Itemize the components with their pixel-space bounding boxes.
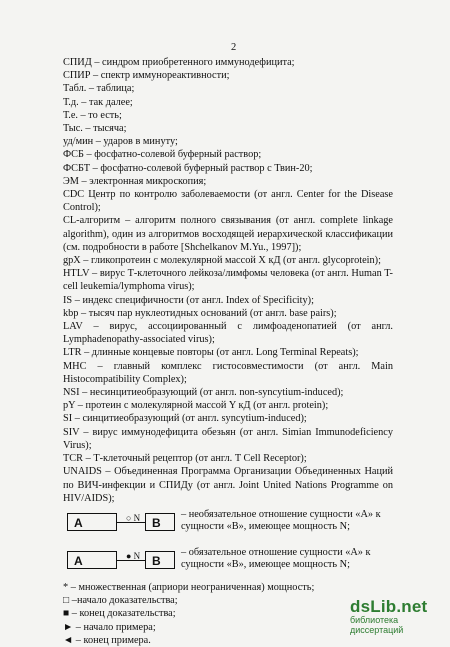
list-item: СПИР – спектр иммунореактивности; [63,70,230,82]
mandatory-relation-diagram [63,547,393,581]
legend-item: □ –начало доказательства; [63,595,178,607]
list-item: СПИД – синдром приобретенного иммунодефицита; [63,57,295,68]
logo-text: dsLib.net [350,597,428,616]
diagram-description: – необязательное отношение сущности «A» к сущности «B», имеющее мощность N; [181,508,381,533]
entity-a-box: A [67,551,117,569]
list-item: Тыс. – тысяча; [63,123,127,135]
list-item: pY – протеин с молекулярной массой Y кД (от англ. protein); [63,400,329,412]
logo-subtitle: библиотека диссертаций [350,615,404,635]
list-item: SI – синцитиеобразующий (от англ. syncytium-induced); [63,413,307,425]
legend-item: ■ – конец доказательства; [63,608,176,620]
list-item: UNAIDS – Объединенная Программа Организации Объединенных Наций по ВИЧ-инфекции и СПИДу (от англ. Joint United Nations Programme on HIV/AIDS); [63,466,393,504]
list-item: ФСБТ – фосфатно-солевой буферный раствор с Твин-20; [63,162,313,174]
list-item: SIV – вирус иммунодефицита обезьян (от англ. Simian Immunodeficiency Virus); [63,426,393,451]
legend-item: * – множественная (априори неограниченная) мощность; [63,581,315,593]
entity-b-box: B [145,551,175,569]
entity-b-box: B [145,513,175,531]
cardinality-marker: ● N [126,550,141,561]
list-item: IS – индекс специфичности (от англ. Index of Specificity); [63,294,314,306]
page-number: 2 [231,42,237,53]
list-item: Табл. – таблица; [63,83,135,95]
list-item: LTR – длинные концевые повторы (от англ. Long Terminal Repeats); [63,347,359,359]
list-item: уд/мин – ударов в минуту; [63,136,178,148]
list-item: ЭМ – электронная микроскопия; [63,175,207,187]
list-item: Т.е. – то есть; [63,109,122,121]
cardinality-marker: ○ N [126,512,141,523]
diagram-description: – обязательное отношение сущности «A» к сущности «B», имеющее мощность N; [181,546,371,571]
list-item: ФСБ – фосфатно-солевой буферный раствор; [63,149,262,161]
list-item: gpX – гликопротеин с молекулярной массой X кД (от англ. glycoprotein); [63,255,381,267]
list-item: MHC – главный комплекс гистосовместимости (от англ. Main Histocompatibility Complex); [63,360,393,385]
entity-a-box: A [67,513,117,531]
list-item: TCR – Т-клеточный рецептор (от англ. T Cell Receptor); [63,453,307,465]
list-item: LAV – вирус, ассоциированный с лимфоаденопатией (от англ. Lymphadenopathy-associated virus); [63,321,393,346]
list-item: Т.д. – так далее; [63,96,133,108]
list-item: CDC Центр по контролю заболеваемости (от англ. Center for the Disease Control); [63,189,393,214]
abbreviation-list [63,56,393,647]
optional-relation-diagram [63,509,393,543]
legend-item: ◄ – конец примера. [63,634,151,646]
list-item: CL-алгоритм – алгоритм полного связывания (от англ. complete linkage algorithm), один из алгоритмов восходящей иерархической классификации (см. подробности в работе [Shchelkanov M.Yu., 1997]); [63,215,393,253]
list-item: kbp – тысяч пар нуклеотидных оснований (от англ. base pairs); [63,307,337,319]
list-item: HTLV – вирус Т-клеточного лейкоза/лимфомы человека (от англ. Human T-cell leukemia/lymphoma virus); [63,268,393,293]
site-logo[interactable] [350,597,450,635]
list-item: NSI – несинцитиеобразующий (от англ. non-syncytium-induced); [63,387,344,399]
legend-item: ► – начало примера; [63,621,156,633]
